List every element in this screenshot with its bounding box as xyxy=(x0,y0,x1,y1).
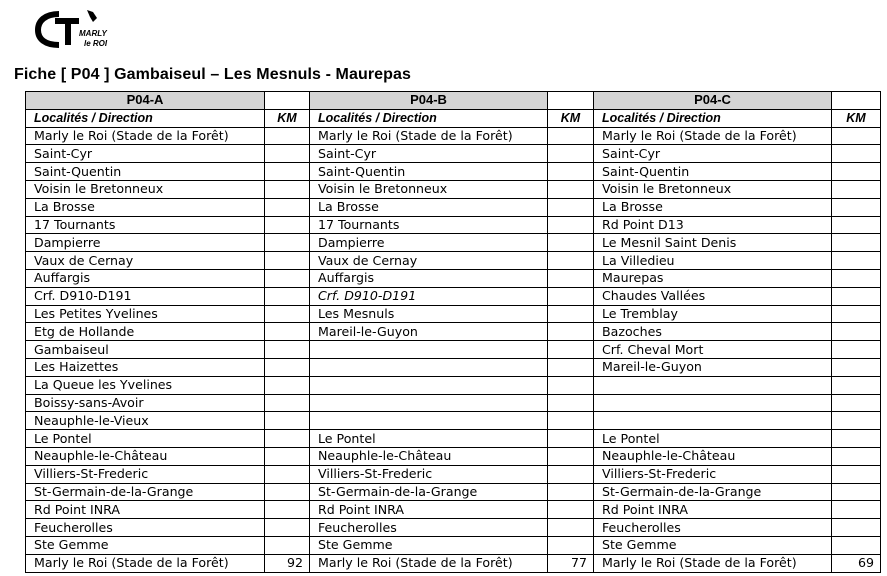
km-cell xyxy=(265,127,310,145)
km-cell: 92 xyxy=(265,554,310,572)
table-row xyxy=(26,554,881,572)
km-cell xyxy=(832,163,881,181)
locality-cell xyxy=(310,376,548,394)
locality-cell: Maurepas xyxy=(594,269,832,287)
logo-text-top: MARLY xyxy=(79,29,107,38)
locality-cell: Voisin le Bretonneux xyxy=(594,180,832,198)
locality-cell: Marly le Roi (Stade de la Forêt) xyxy=(310,127,548,145)
locality-cell: Rd Point INRA xyxy=(310,501,548,519)
column-header-b: P04-B xyxy=(310,92,548,110)
club-logo xyxy=(35,8,110,52)
km-cell xyxy=(265,323,310,341)
table-row xyxy=(26,216,881,234)
km-cell xyxy=(832,412,881,430)
km-cell xyxy=(548,394,594,412)
table-row xyxy=(26,483,881,501)
km-cell xyxy=(832,287,881,305)
km-cell xyxy=(548,483,594,501)
locality-cell: Saint-Cyr xyxy=(26,145,265,163)
km-cell xyxy=(548,430,594,448)
locality-cell: Ste Gemme xyxy=(310,536,548,554)
km-cell xyxy=(832,501,881,519)
route-body xyxy=(26,127,881,572)
km-cell xyxy=(265,483,310,501)
table-row xyxy=(26,447,881,465)
locality-cell: Neauphle-le-Château xyxy=(26,447,265,465)
locality-cell: La Brosse xyxy=(26,198,265,216)
table-row xyxy=(26,341,881,359)
km-cell xyxy=(265,412,310,430)
locality-cell: Le Mesnil Saint Denis xyxy=(594,234,832,252)
column-header-blank xyxy=(265,92,310,110)
table-row xyxy=(26,394,881,412)
locality-cell: Vaux de Cernay xyxy=(26,252,265,270)
locality-cell: Neauphle-le-Vieux xyxy=(26,412,265,430)
locality-cell: Feucherolles xyxy=(26,519,265,537)
locality-cell: Marly le Roi (Stade de la Forêt) xyxy=(26,127,265,145)
locality-cell: La Villedieu xyxy=(594,252,832,270)
km-cell xyxy=(832,358,881,376)
locality-cell: Crf. D910-D191 xyxy=(310,287,548,305)
km-cell xyxy=(832,216,881,234)
locality-cell: Gambaiseul xyxy=(26,341,265,359)
locality-cell: Le Pontel xyxy=(26,430,265,448)
km-cell xyxy=(832,519,881,537)
km-cell xyxy=(265,447,310,465)
locality-cell: St-Germain-de-la-Grange xyxy=(26,483,265,501)
column-header-a: P04-A xyxy=(26,92,265,110)
locality-cell: Le Pontel xyxy=(594,430,832,448)
km-cell xyxy=(548,465,594,483)
km-cell xyxy=(548,412,594,430)
km-cell xyxy=(265,501,310,519)
km-cell xyxy=(832,341,881,359)
table-row xyxy=(26,376,881,394)
localites-header: Localités / Direction xyxy=(594,109,832,127)
locality-cell: Vaux de Cernay xyxy=(310,252,548,270)
locality-cell: La Queue les Yvelines xyxy=(26,376,265,394)
locality-cell: Marly le Roi (Stade de la Forêt) xyxy=(26,554,265,572)
locality-cell: Feucherolles xyxy=(594,519,832,537)
km-cell xyxy=(265,198,310,216)
locality-cell: St-Germain-de-la-Grange xyxy=(594,483,832,501)
localites-header: Localités / Direction xyxy=(310,109,548,127)
km-cell xyxy=(548,341,594,359)
km-header: KM xyxy=(548,109,594,127)
page-title: Fiche [ P04 ] Gambaiseul – Les Mesnuls - Maurepas xyxy=(14,66,412,83)
km-cell xyxy=(265,180,310,198)
table-row xyxy=(26,305,881,323)
locality-cell: Marly le Roi (Stade de la Forêt) xyxy=(310,554,548,572)
km-cell xyxy=(548,305,594,323)
km-cell xyxy=(548,447,594,465)
locality-cell: Rd Point INRA xyxy=(26,501,265,519)
locality-cell: Voisin le Bretonneux xyxy=(310,180,548,198)
locality-cell: Rd Point INRA xyxy=(594,501,832,519)
km-cell xyxy=(548,145,594,163)
km-cell xyxy=(548,234,594,252)
locality-cell: Auffargis xyxy=(26,269,265,287)
column-header-blank xyxy=(832,92,881,110)
km-cell xyxy=(265,465,310,483)
km-cell xyxy=(548,198,594,216)
table-row xyxy=(26,163,881,181)
km-cell xyxy=(265,145,310,163)
km-cell: 69 xyxy=(832,554,881,572)
km-cell xyxy=(265,536,310,554)
table-row xyxy=(26,252,881,270)
km-cell xyxy=(832,323,881,341)
locality-cell xyxy=(310,412,548,430)
table-row xyxy=(26,465,881,483)
table-row xyxy=(26,287,881,305)
locality-cell xyxy=(594,394,832,412)
km-cell xyxy=(265,163,310,181)
locality-cell: Marly le Roi (Stade de la Forêt) xyxy=(594,127,832,145)
km-cell xyxy=(548,287,594,305)
km-cell: 77 xyxy=(548,554,594,572)
column-header-c: P04-C xyxy=(594,92,832,110)
km-cell xyxy=(265,341,310,359)
localites-header: Localités / Direction xyxy=(26,109,265,127)
km-cell xyxy=(265,358,310,376)
locality-cell: Les Mesnuls xyxy=(310,305,548,323)
locality-cell xyxy=(310,358,548,376)
km-cell xyxy=(548,358,594,376)
km-cell xyxy=(832,430,881,448)
km-cell xyxy=(832,234,881,252)
table-row xyxy=(26,536,881,554)
locality-cell: Villiers-St-Frederic xyxy=(310,465,548,483)
km-cell xyxy=(548,376,594,394)
locality-cell: Dampierre xyxy=(26,234,265,252)
locality-cell xyxy=(310,394,548,412)
locality-cell: La Brosse xyxy=(310,198,548,216)
km-cell xyxy=(265,394,310,412)
locality-cell: Marly le Roi (Stade de la Forêt) xyxy=(594,554,832,572)
km-cell xyxy=(832,536,881,554)
locality-cell: 17 Tournants xyxy=(26,216,265,234)
table-row xyxy=(26,323,881,341)
locality-cell: Crf. Cheval Mort xyxy=(594,341,832,359)
table-row xyxy=(26,412,881,430)
locality-cell: Les Petites Yvelines xyxy=(26,305,265,323)
table-row xyxy=(26,430,881,448)
logo-text-bottom: le ROI xyxy=(84,39,108,48)
locality-cell: Saint-Quentin xyxy=(310,163,548,181)
column-header-blank xyxy=(548,92,594,110)
locality-cell xyxy=(310,341,548,359)
km-cell xyxy=(832,483,881,501)
km-cell xyxy=(832,376,881,394)
km-cell xyxy=(548,501,594,519)
km-cell xyxy=(265,519,310,537)
locality-cell: Neauphle-le-Château xyxy=(310,447,548,465)
locality-cell: Saint-Quentin xyxy=(594,163,832,181)
locality-cell: Mareil-le-Guyon xyxy=(310,323,548,341)
table-row xyxy=(26,198,881,216)
route-table xyxy=(25,91,881,573)
locality-cell: Le Pontel xyxy=(310,430,548,448)
km-cell xyxy=(832,305,881,323)
km-cell xyxy=(548,180,594,198)
km-cell xyxy=(832,198,881,216)
locality-cell: Chaudes Vallées xyxy=(594,287,832,305)
km-cell xyxy=(832,145,881,163)
km-cell xyxy=(832,447,881,465)
km-cell xyxy=(265,252,310,270)
locality-cell: Rd Point D13 xyxy=(594,216,832,234)
locality-cell: Voisin le Bretonneux xyxy=(26,180,265,198)
locality-cell: Neauphle-le-Château xyxy=(594,447,832,465)
locality-cell: Crf. D910-D191 xyxy=(26,287,265,305)
locality-cell: Feucherolles xyxy=(310,519,548,537)
km-header: KM xyxy=(265,109,310,127)
km-cell xyxy=(548,163,594,181)
km-cell xyxy=(548,252,594,270)
km-cell xyxy=(832,394,881,412)
locality-cell: Ste Gemme xyxy=(594,536,832,554)
club-logo-icon xyxy=(35,8,110,52)
km-cell xyxy=(265,234,310,252)
locality-cell: 17 Tournants xyxy=(310,216,548,234)
km-cell xyxy=(265,430,310,448)
table-row xyxy=(26,269,881,287)
locality-cell: Etg de Hollande xyxy=(26,323,265,341)
km-cell xyxy=(265,376,310,394)
km-cell xyxy=(832,180,881,198)
table-row xyxy=(26,127,881,145)
locality-cell: Les Haizettes xyxy=(26,358,265,376)
locality-cell: Bazoches xyxy=(594,323,832,341)
locality-cell xyxy=(594,376,832,394)
locality-cell: Saint-Cyr xyxy=(310,145,548,163)
km-header: KM xyxy=(832,109,881,127)
table-row xyxy=(26,180,881,198)
km-cell xyxy=(548,127,594,145)
km-cell xyxy=(832,127,881,145)
km-cell xyxy=(548,519,594,537)
locality-cell: Boissy-sans-Avoir xyxy=(26,394,265,412)
km-cell xyxy=(265,287,310,305)
km-cell xyxy=(832,252,881,270)
locality-cell: Villiers-St-Frederic xyxy=(594,465,832,483)
km-cell xyxy=(548,536,594,554)
table-row xyxy=(26,145,881,163)
km-cell xyxy=(548,323,594,341)
table-row xyxy=(26,358,881,376)
km-cell xyxy=(265,269,310,287)
table-row xyxy=(26,234,881,252)
locality-cell: Auffargis xyxy=(310,269,548,287)
locality-cell: Villiers-St-Frederic xyxy=(26,465,265,483)
locality-cell: Saint-Quentin xyxy=(26,163,265,181)
locality-cell: Ste Gemme xyxy=(26,536,265,554)
locality-cell: St-Germain-de-la-Grange xyxy=(310,483,548,501)
locality-cell: Saint-Cyr xyxy=(594,145,832,163)
km-cell xyxy=(548,269,594,287)
locality-cell: Dampierre xyxy=(310,234,548,252)
table-row xyxy=(26,501,881,519)
km-cell xyxy=(548,216,594,234)
table-row xyxy=(26,519,881,537)
locality-cell: Le Tremblay xyxy=(594,305,832,323)
locality-cell: Mareil-le-Guyon xyxy=(594,358,832,376)
km-cell xyxy=(832,269,881,287)
locality-cell xyxy=(594,412,832,430)
locality-cell: La Brosse xyxy=(594,198,832,216)
km-cell xyxy=(265,216,310,234)
km-cell xyxy=(832,465,881,483)
km-cell xyxy=(265,305,310,323)
